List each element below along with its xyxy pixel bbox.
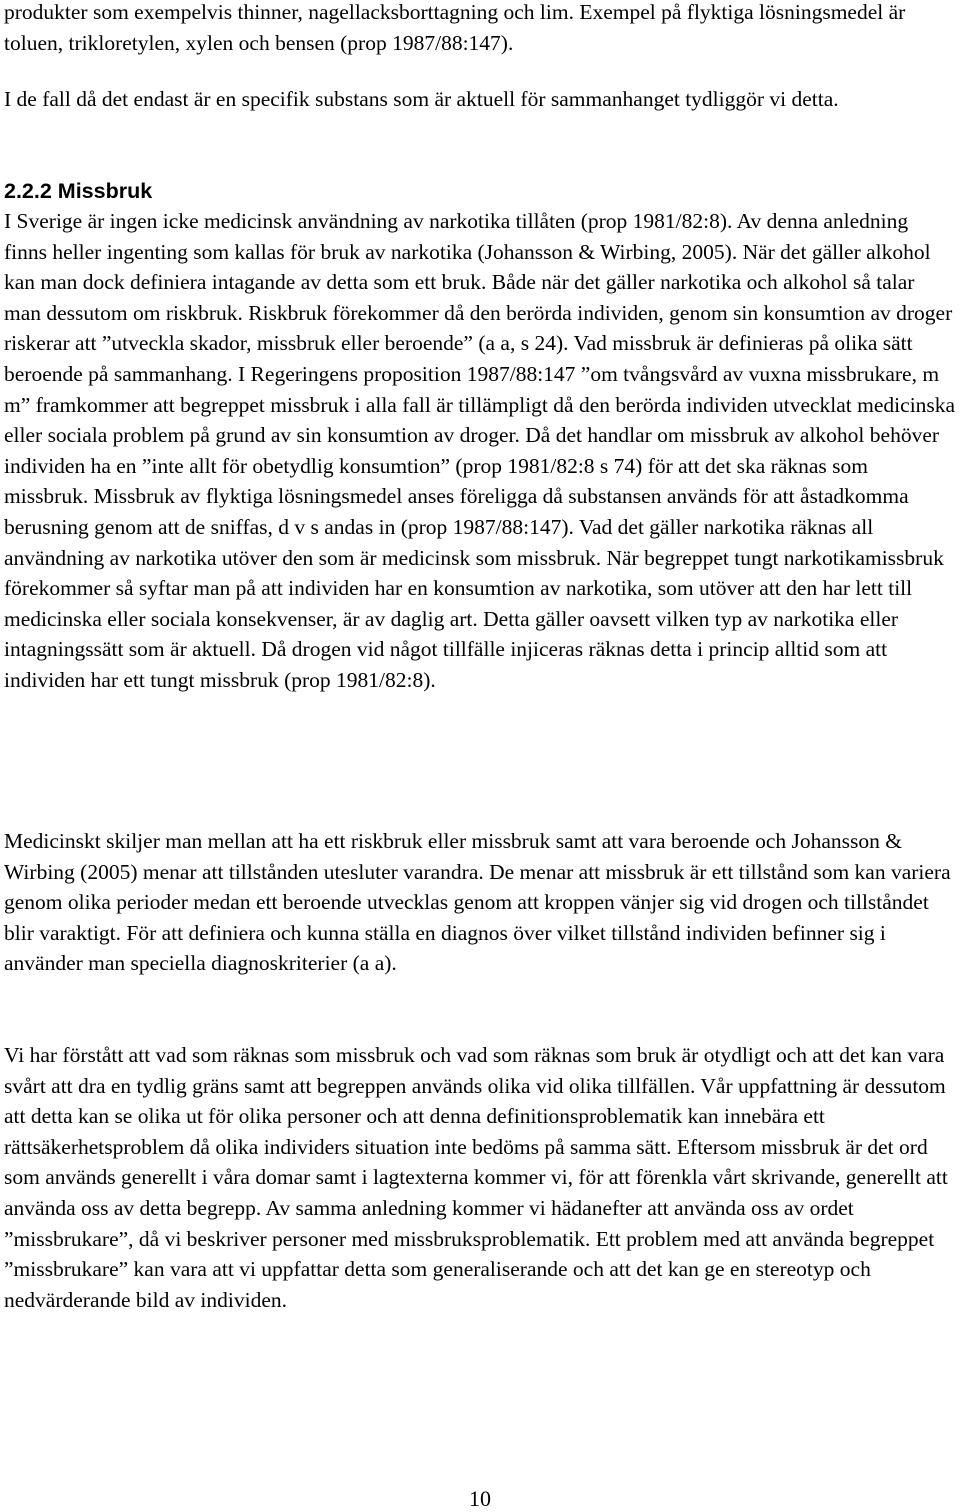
- page-number: 10: [469, 1486, 491, 1511]
- conclusion-paragraph: Vi har förstått att vad som räknas som missbruk och vad som räknas som bruk är otydligt och att det kan vara svårt att dra en tydlig gräns samt att begreppen används olika vid olika tillfällen. Vår uppfattning är dessutom att detta kan se olika ut för olika personer och att denna definitionsproblematik kan innebära ett rättsäkerhetsproblem då olika individers situation inte bedöms på samma sätt. Eftersom missbruk är det ord som används generellt i våra domar samt i lagtexterna kommer vi, för att förenkla vårt skrivande, generellt att använda oss av detta begrepp. Av samma anledning kommer vi hädanefter att använda oss av ordet ”missbrukare”, då vi beskriver personer med missbruksproblematik. Ett problem med att använda begreppet ”missbrukare” kan vara att vi uppfattar detta som generaliserande och att det kan ge en stereotyp och nedvärderande bild av individen.: [4, 1043, 948, 1312]
- missbruk-paragraph: I Sverige är ingen icke medicinsk användning av narkotika tillåten (prop 1981/82:8). Av denna anledning finns heller ingenting som kallas för bruk av narkotika (Johansson & Wirbing, 2005). När det gäller alkohol kan man dock definiera intagande av detta som ett bruk. Både när det gäller narkotika och alkohol så talar man dessutom om riskbruk. Riskbruk förekommer då den berörda individen, genom sin konsumtion av droger riskerar att ”utveckla skador, missbruk eller beroende” (a a, s 24). Vad missbruk är definieras på olika sätt beroende på sammanhang. I Regeringens proposition 1987/88:147 ”om tvångsvård av vuxna missbrukare, m m” framkommer att begreppet missbruk i alla fall är tillämpligt då den berörda individen utvecklat medicinska eller sociala problem på grund av sin konsumtion av droger. Då det handlar om missbruk av alkohol behöver individen ha en ”inte allt för obetydlig konsumtion” (prop 1981/82:8 s 74) för att det ska räknas som missbruk. Missbruk av flyktiga lösningsmedel anses föreligga då substansen används för att åstadkomma berusning genom att de sniffas, d v s andas in (prop 1987/88:147). Vad det gäller narkotika räknas all användning av narkotika utöver den som är medicinsk som missbruk. När begreppet tungt narkotikamissbruk förekommer så syftar man på att individen har en konsumtion av narkotika, som utöver att den har lett till medicinska eller sociala konsekvenser, är av daglig art. Detta gäller oavsett vilken typ av narkotika eller intagningssätt som är aktuell. Då drogen vid något tillfälle injiceras räknas detta i princip alltid som att individen har ett tungt missbruk (prop 1981/82:8).: [4, 209, 956, 692]
- section-heading: 2.2.2 Missbruk: [4, 179, 153, 203]
- intro-paragraph: produkter som exempelvis thinner, nagellacksborttagning och lim. Exempel på flyktiga lösningsmedel är toluen, trikloretylen, xylen och bensen (prop 1987/88:147).: [4, 0, 906, 55]
- specific-substance-paragraph: I de fall då det endast är en specifik substans som är aktuell för sammanhanget tydliggör vi detta.: [4, 87, 839, 111]
- medical-paragraph: Medicinskt skiljer man mellan att ha ett riskbruk eller missbruk samt att vara beroende och Johansson & Wirbing (2005) menar att tillstånden utesluter varandra. De menar att missbruk är ett tillstånd som kan variera genom olika perioder medan ett beroende utvecklas genom att kroppen vänjer sig vid drogen och tillståndet blir varaktigt. För att definiera och kunna ställa en diagnos över vilket tillstånd individen befinner sig i använder man speciella diagnoskriterier (a a).: [4, 829, 951, 976]
